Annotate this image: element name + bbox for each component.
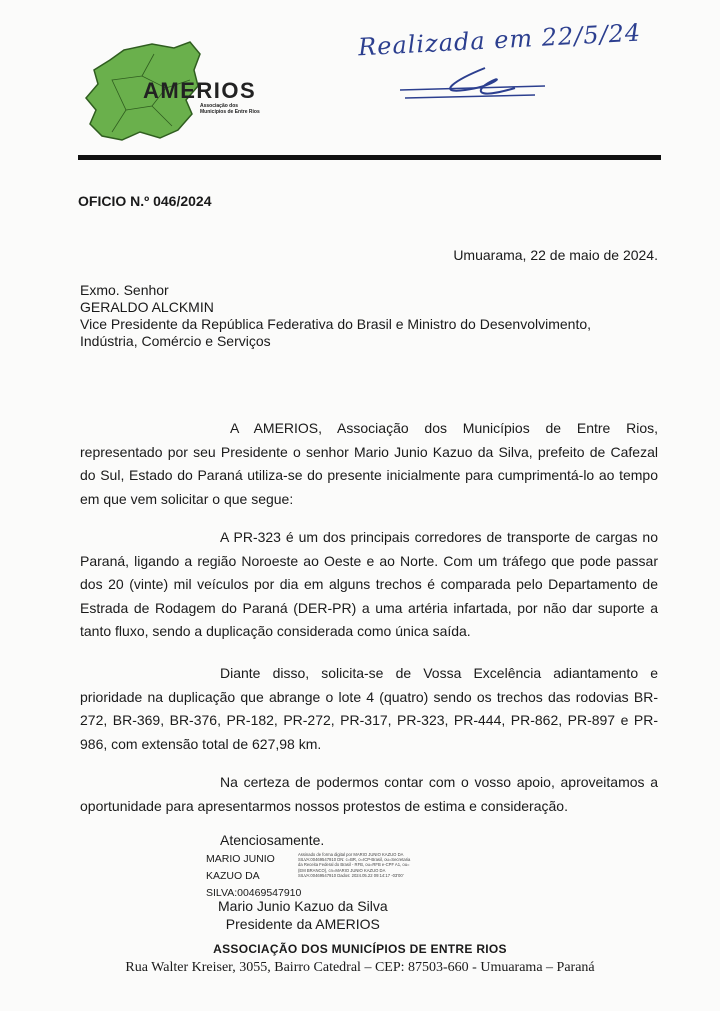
closing: Atenciosamente. xyxy=(220,832,325,848)
handwritten-signature-icon xyxy=(395,60,555,105)
signature-name-line: SILVA:00469547910 xyxy=(206,887,302,899)
paragraph: Diante disso, solicita-se de Vossa Excelência adiantamento e prioridade na duplicação que abrange o lote 4 (quatro) sendo os trechos das rodovias BR-272, BR-369, BR-376, PR-182, PR-272, PR-317, PR-323, PR-444, PR-862, PR-897 e PR-986, com extensão total de 627,98 km. xyxy=(80,665,658,752)
recipient-block xyxy=(80,282,591,350)
digital-signature-details: Assinado de forma digital por MARIO JUNIO KAZUO DA SILVA:00469547910 DN: c=BR, o=ICP-Brasil, ou=Secretaria da Receita Federal do Brasil - RFB, ou=RFB e-CPF A1, ou=(EM BRANCO), cn=MARIO JUNIO KAZUO DA SILVA:00469547910 Dados: 2024.05.22 09:14:17 -03'00' xyxy=(298,852,411,878)
footer-address: Rua Walter Kreiser, 3055, Bairro Catedral – CEP: 87503-660 - Umuarama – Paraná xyxy=(125,960,595,975)
paragraph: A AMERIOS, Associação dos Municípios de Entre Rios, representado por seu Presidente o senhor Mario Junio Kazuo da Silva, prefeito de Cafezal do Sul, Estado do Paraná utiliza-se do presente inicialmente para cumprimentá-lo ao tempo em que vem solicitar o que segue: xyxy=(80,420,658,507)
recipient-name: GERALDO ALCKMIN xyxy=(80,299,214,315)
header-divider xyxy=(78,155,661,160)
recipient-salutation: Exmo. Senhor xyxy=(80,282,169,298)
signer-name: Mario Junio Kazuo da Silva xyxy=(218,898,388,914)
paragraph: A PR-323 é um dos principais corredores de transporte de cargas no Paraná, ligando a região Noroeste ao Oeste e ao Norte. Com um tráfego que pode passar dos 20 (vinte) mil veículos por dia em alguns trechos é comparada pelo Departamento de Estrada de Rodagem do Paraná (DER-PR) a uma artéria infartada, por não dar suporte a tanto fluxo, sendo a duplicação considerada como única saída. xyxy=(80,529,658,639)
document-number: OFICIO N.º 046/2024 xyxy=(78,193,212,209)
footer-title: ASSOCIAÇÃO DOS MUNICÍPIOS DE ENTRE RIOS xyxy=(213,942,507,956)
handwritten-note: Realizada em 22/5/24 xyxy=(357,18,642,62)
signature-name-line: KAZUO DA xyxy=(206,870,260,882)
logo-name: AMERIOS xyxy=(143,78,257,103)
document-date: Umuarama, 22 de maio de 2024. xyxy=(453,247,658,263)
signature-name-line: MARIO JUNIO xyxy=(206,853,275,865)
recipient-title-line2: Indústria, Comércio e Serviços xyxy=(80,333,271,349)
logo-subtitle: Associação dos Municípios de Entre Rios xyxy=(200,103,260,115)
signer-block xyxy=(218,897,388,933)
paragraph: Na certeza de podermos contar com o vosso apoio, aproveitamos a oportunidade para apresentarmos nossos protestos de estima e consideração. xyxy=(80,774,658,814)
digital-signature-name xyxy=(206,851,301,902)
recipient-title-line1: Vice Presidente da República Federativa do Brasil e Ministro do Desenvolvimento, xyxy=(80,316,592,332)
signer-role: Presidente da AMERIOS xyxy=(225,916,380,932)
